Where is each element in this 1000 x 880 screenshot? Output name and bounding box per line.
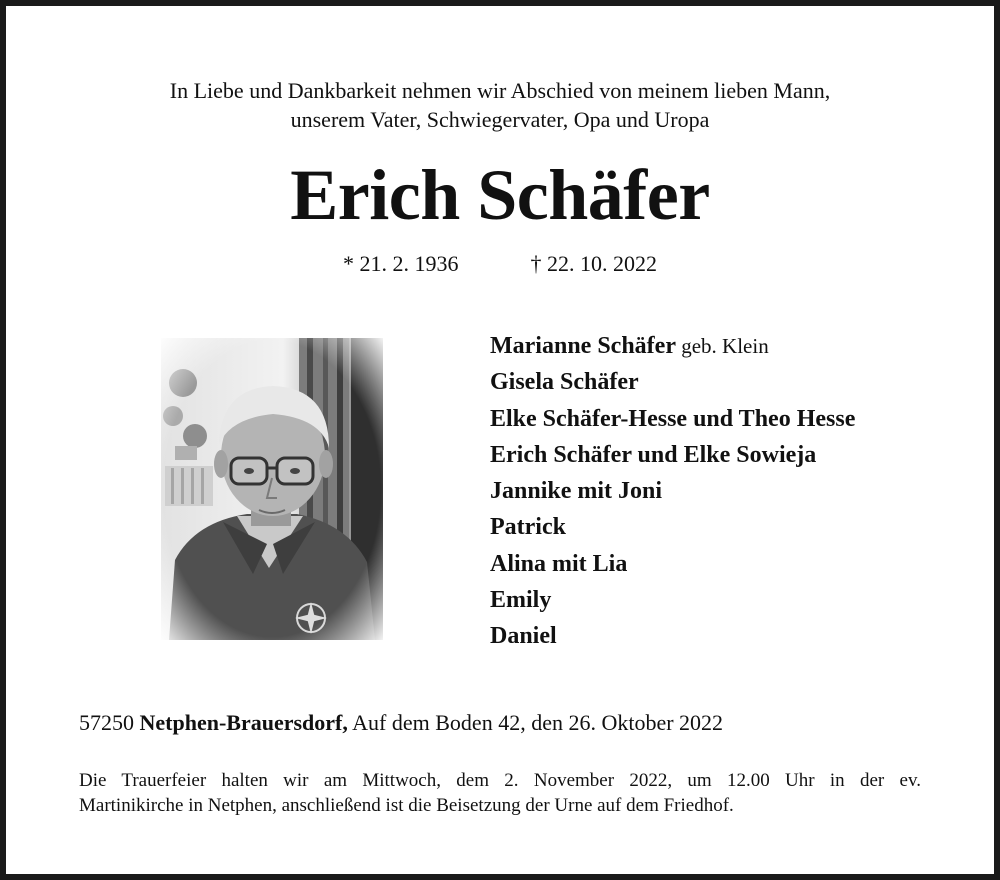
family-member: [490, 364, 855, 400]
family-member-name: Patrick: [490, 514, 566, 541]
life-dates: [6, 250, 994, 278]
postal-code: 57250: [79, 710, 140, 735]
street-and-date: Auf dem Boden 42, den 26. Oktober 2022: [347, 710, 724, 735]
deceased-name: Erich Schäfer: [290, 155, 710, 235]
family-member-name: Marianne Schäfer: [490, 333, 676, 359]
family-member: [490, 473, 855, 509]
family-member-name: Daniel: [490, 623, 557, 650]
family-member: [490, 582, 855, 618]
intro-line-1: In Liebe und Dankbarkeit nehmen wir Abschied von meinem lieben Mann,: [169, 78, 831, 103]
family-member: [490, 546, 855, 582]
address-line: [79, 709, 723, 737]
family-member: [490, 401, 855, 437]
funeral-notice-line-2: Martinikirche in Netphen, anschließend ist die Beisetzung der Urne auf dem Friedhof.: [79, 795, 734, 816]
family-member-name: Erich Schäfer und Elke Sowieja: [490, 441, 817, 468]
family-member: [490, 509, 855, 545]
portrait-photo: [161, 338, 383, 640]
family-member-name: Alina mit Lia: [490, 550, 628, 577]
family-member: [490, 437, 855, 473]
family-member-name: Gisela Schäfer: [490, 369, 639, 396]
family-member: [490, 618, 855, 654]
family-member-name: Elke Schäfer-Hesse und Theo Hesse: [490, 405, 856, 432]
death-date: † 22. 10. 2022: [530, 251, 657, 276]
funeral-notice: [79, 768, 921, 818]
family-list: [490, 328, 855, 655]
family-member-suffix: geb. Klein: [675, 334, 769, 358]
intro-text: [6, 76, 994, 134]
family-member-name: Jannike mit Joni: [490, 478, 663, 505]
city-name: Netphen-Brauersdorf,: [139, 710, 348, 735]
funeral-notice-line-1: Die Trauerfeier halten wir am Mittwoch, dem 2. November 2022, um 12.00 Uhr in der ev.: [79, 770, 921, 791]
family-member: [490, 328, 855, 364]
birth-date: * 21. 2. 1936: [343, 251, 459, 276]
intro-line-2: unserem Vater, Schwiegervater, Opa und Uropa: [290, 107, 710, 132]
family-member-name: Emily: [490, 587, 552, 614]
